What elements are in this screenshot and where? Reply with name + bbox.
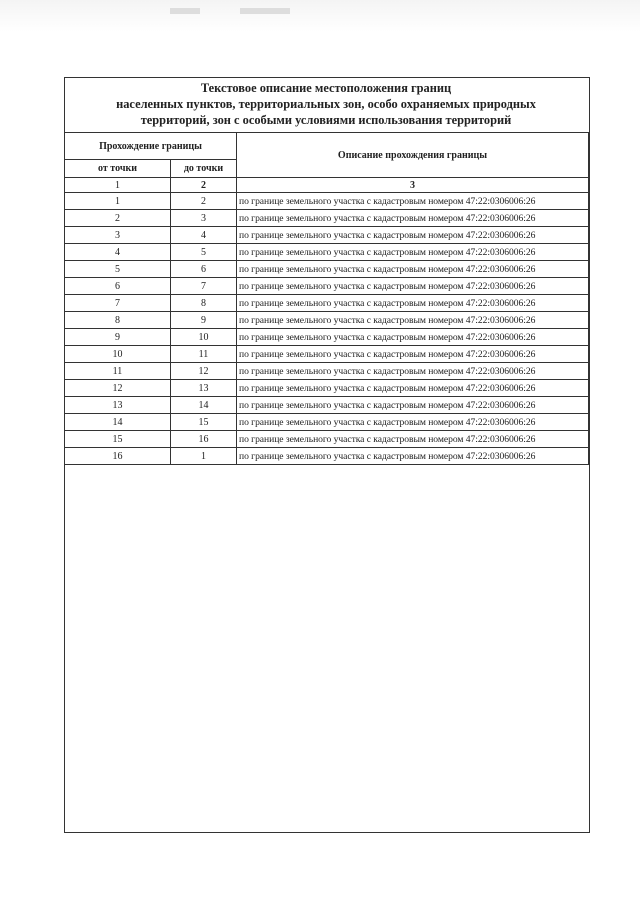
from-point-cell: 2: [65, 210, 171, 227]
to-point-cell: 10: [171, 329, 237, 346]
title-line: территорий, зон с особыми условиями использования территорий: [140, 113, 512, 127]
header-passage: Прохождение границы: [65, 133, 237, 160]
from-point-cell: 9: [65, 329, 171, 346]
table-row: [65, 227, 589, 244]
to-point-cell: 13: [171, 380, 237, 397]
document-title: [65, 80, 587, 128]
to-point-cell: 8: [171, 295, 237, 312]
scan-artifact: [170, 8, 200, 14]
description-cell: по границе земельного участка с кадастровым номером 47:22:0306006:26: [237, 295, 589, 312]
table-row: [65, 431, 589, 448]
description-cell: по границе земельного участка с кадастровым номером 47:22:0306006:26: [237, 278, 589, 295]
table-row: [65, 312, 589, 329]
table-row: [65, 448, 589, 465]
description-cell: по границе земельного участка с кадастровым номером 47:22:0306006:26: [237, 261, 589, 278]
header-from-point: от точки: [65, 160, 171, 178]
table-row: [65, 329, 589, 346]
to-point-cell: 9: [171, 312, 237, 329]
description-cell: по границе земельного участка с кадастровым номером 47:22:0306006:26: [237, 448, 589, 465]
scan-artifact: [240, 8, 290, 14]
table-row: [65, 261, 589, 278]
to-point-cell: 3: [171, 210, 237, 227]
description-cell: по границе земельного участка с кадастровым номером 47:22:0306006:26: [237, 363, 589, 380]
from-point-cell: 11: [65, 363, 171, 380]
description-cell: по границе земельного участка с кадастровым номером 47:22:0306006:26: [237, 414, 589, 431]
from-point-cell: 10: [65, 346, 171, 363]
title-line: населенных пунктов, территориальных зон, особо охраняемых природных: [116, 97, 536, 111]
to-point-cell: 7: [171, 278, 237, 295]
table-row: [65, 210, 589, 227]
description-cell: по границе земельного участка с кадастровым номером 47:22:0306006:26: [237, 346, 589, 363]
description-cell: по границе земельного участка с кадастровым номером 47:22:0306006:26: [237, 227, 589, 244]
description-cell: по границе земельного участка с кадастровым номером 47:22:0306006:26: [237, 397, 589, 414]
description-cell: по границе земельного участка с кадастровым номером 47:22:0306006:26: [237, 244, 589, 261]
description-cell: по границе земельного участка с кадастровым номером 47:22:0306006:26: [237, 380, 589, 397]
to-point-cell: 1: [171, 448, 237, 465]
from-point-cell: 4: [65, 244, 171, 261]
to-point-cell: 11: [171, 346, 237, 363]
table-row: [65, 346, 589, 363]
description-cell: по границе земельного участка с кадастровым номером 47:22:0306006:26: [237, 210, 589, 227]
header-to-point: до точки: [171, 160, 237, 178]
to-point-cell: 16: [171, 431, 237, 448]
from-point-cell: 5: [65, 261, 171, 278]
from-point-cell: 14: [65, 414, 171, 431]
table-row: [65, 397, 589, 414]
description-cell: по границе земельного участка с кадастровым номером 47:22:0306006:26: [237, 193, 589, 210]
column-number: 1: [65, 178, 171, 193]
description-cell: по границе земельного участка с кадастровым номером 47:22:0306006:26: [237, 312, 589, 329]
from-point-cell: 16: [65, 448, 171, 465]
from-point-cell: 6: [65, 278, 171, 295]
table-row: [65, 414, 589, 431]
table-row: [65, 193, 589, 210]
to-point-cell: 5: [171, 244, 237, 261]
from-point-cell: 8: [65, 312, 171, 329]
scan-shadow: [0, 0, 640, 32]
table-row: [65, 244, 589, 261]
from-point-cell: 15: [65, 431, 171, 448]
description-cell: по границе земельного участка с кадастровым номером 47:22:0306006:26: [237, 431, 589, 448]
from-point-cell: 3: [65, 227, 171, 244]
header-description: Описание прохождения границы: [237, 133, 589, 178]
from-point-cell: 12: [65, 380, 171, 397]
to-point-cell: 6: [171, 261, 237, 278]
table-row: [65, 380, 589, 397]
to-point-cell: 4: [171, 227, 237, 244]
table-row: [65, 295, 589, 312]
title-line: Текстовое описание местоположения границ: [200, 81, 452, 95]
table-body: [65, 193, 589, 465]
to-point-cell: 2: [171, 193, 237, 210]
table-row: [65, 278, 589, 295]
boundary-table: [64, 132, 589, 465]
table-row: [65, 363, 589, 380]
column-number: 2: [171, 178, 237, 193]
description-cell: по границе земельного участка с кадастровым номером 47:22:0306006:26: [237, 329, 589, 346]
to-point-cell: 14: [171, 397, 237, 414]
to-point-cell: 15: [171, 414, 237, 431]
from-point-cell: 7: [65, 295, 171, 312]
from-point-cell: 13: [65, 397, 171, 414]
from-point-cell: 1: [65, 193, 171, 210]
column-number: 3: [237, 178, 589, 193]
to-point-cell: 12: [171, 363, 237, 380]
